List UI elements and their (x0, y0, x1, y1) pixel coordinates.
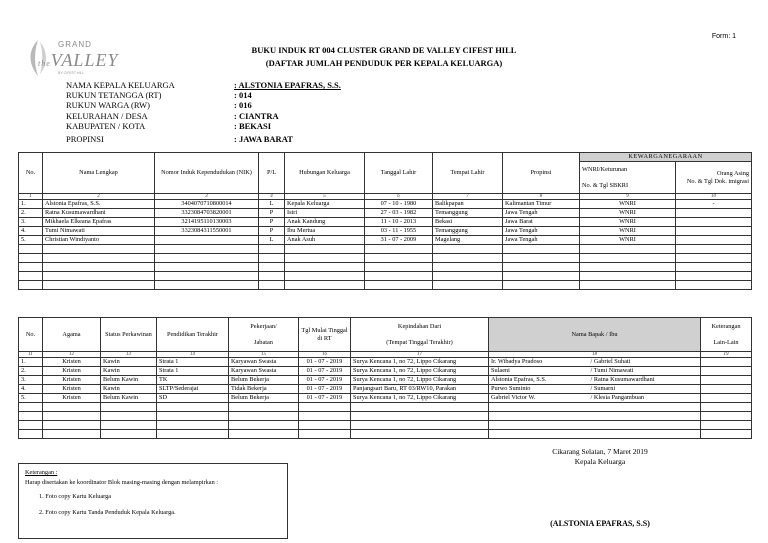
document-subtitle: (DAFTAR JUMLAH PENDUDUK PER KEPALA KELUARGA) (265, 58, 503, 68)
info-row: RUKUN TETANGGA (RT) : 014 (66, 90, 252, 101)
info-row: PROPINSI : JAWA BARAT (66, 134, 293, 145)
col-header: Tanggal Lahir (365, 153, 433, 194)
table-row: 3. Kristen Belum Kawin TK Belum Bekerja 01 - 07 - 2019 Surya Kencana 1, no 72, Lippo Cikarang Alstonia Epafras, S.S. / Ratna Kusumawardhani (19, 376, 752, 385)
col-header: WNRI/Keturunan No. & Tgl SBKRI (580, 162, 676, 194)
form-number: Form: 1 (711, 33, 736, 40)
table-row: 1. Alstonia Epafras, S.S. 3404070710800014 L Kepala Keluarga 07 - 10 - 1980 Balikpapan Kalimantan Timur WNRI - (19, 200, 752, 209)
info-row: KABUPATEN / KOTA : BEKASI (66, 120, 272, 131)
signature-place-date: Cikarang Selatan, 7 Maret 2019 (552, 447, 648, 456)
info-row: NAMA KEPALA KELUARGA : ALSTONIA EPAFRAS, S.S. (66, 80, 341, 90)
col-header: Status Perkawinan (101, 318, 157, 352)
col-header: Nama Lengkap (43, 153, 155, 194)
table-row: 4. Tumi Nimawati 3323084311550001 P Ibu Mertua 03 - 11 - 1955 Temanggung Jawa Tengah WNRI (19, 227, 752, 236)
logo-grand-text: GRAND (58, 40, 92, 49)
table-header-row (19, 153, 752, 162)
table-row: 1. Kristen Kawin Strata 1 Karyawan Swasta 01 - 07 - 2019 Surya Kencana 1, no 72, Lippo Cikarang Ir. Wibadya Pradoso / Gabriel Suhati (19, 358, 752, 367)
col-header: No. (19, 318, 43, 352)
table-row-empty (19, 412, 752, 421)
col-header: Kepindahan Dari (Tempat Tinggal Terakhir) (351, 318, 489, 352)
table-row: 2. Kristen Kawin Strata 1 Karyawan Swasta 01 - 07 - 2019 Surya Kencana 1, no 72, Lippo Cikarang Sulaeni / Tumi Nimawati (19, 367, 752, 376)
notes-intro: Harap disertakan ke koordinator Blok masing-masing dengan melampirkan : (25, 479, 219, 486)
column-number-row: 11 12 13 14 15 16 17 18 19 (19, 352, 752, 358)
col-header: Pekerjaan/ Jabatan (229, 318, 299, 352)
table-row-empty (19, 403, 752, 412)
signature-role: Kepala Keluarga (574, 457, 626, 466)
table-row-empty (19, 245, 752, 254)
logo-valley-text: theVALLEY (38, 50, 119, 70)
household-info (66, 80, 341, 144)
logo-sub-text: BY CIFEST HILL (58, 71, 85, 75)
table-row: 3. Mikhaela Elkeana Epafras 3214195110130003 P Anak Kandung 11 - 10 - 2013 Bekasi Jawa Barat WNRI (19, 218, 752, 227)
col-header: Orang Asing No. & Tgl Dok. imigrasi (676, 162, 752, 194)
head-name-value: : ALSTONIA EPAFRAS, S.S. (234, 80, 341, 90)
notes-item: 1. Foto copy Kartu Keluarga (39, 493, 112, 500)
table-row: 5. Christian Windiyanto L Anak Asuh 31 - 07 - 2009 Magelang Jawa Tengah WNRI (19, 236, 752, 245)
table-row-empty (19, 272, 752, 281)
col-header: Agama (43, 318, 101, 352)
table-row-empty (19, 421, 752, 430)
table-row: 4. Kristen Kawin SLTP/Sederajat Tidak Bekerja 01 - 07 - 2019 Panjangsari Baru, RT 03/RW10, Parakan Purwo Suminto / Sumarni (19, 385, 752, 394)
col-header: Tgl Mulai Tinggal di RT (299, 318, 351, 352)
col-header-parents: Nama Bapak / Ibu (489, 318, 701, 352)
table-header-row (19, 318, 752, 352)
col-header: P/L (259, 153, 285, 194)
col-header: Pendidikan Terakhir (157, 318, 229, 352)
col-header: Propinsi (503, 153, 580, 194)
notes-item: 2. Foto copy Kartu Tanda Penduduk Kepala Keluarga. (39, 509, 176, 516)
col-header: Keterangan Lain-Lain (701, 318, 752, 352)
family-members-table (18, 152, 752, 290)
info-row: RUKUN WARGA (RW) : 016 (66, 100, 252, 111)
info-row: KELURAHAN / DESA : CIANTRA (66, 110, 279, 121)
col-header: Tempat Lahir (433, 153, 503, 194)
table-row: 5. Kristen Belum Kawin SD Belum Bekerja 01 - 07 - 2019 Surya Kencana 1, no 72, Lippo Cikarang Gabriel Victor W. / Klesia Pangambuan (19, 394, 752, 403)
col-header: Hubungan Keluarga (285, 153, 365, 194)
notes-heading: Keterangan : (25, 469, 58, 476)
col-header-citizenship: KEWARGANEGARAAN (580, 153, 752, 162)
table-row: 2. Ratna Kusumawardhani 3323084703820001 P Istri 27 - 03 - 1982 Temanggung Jawa Tengah WNRI (19, 209, 752, 218)
col-header: No. (19, 153, 43, 194)
document-title: BUKU INDUK RT 004 CLUSTER GRAND DE VALLEY CIFEST HILL (251, 45, 517, 55)
column-number-row: 1 2 3 4 5 6 7 8 9 10 (19, 194, 752, 200)
col-header: Nomor Induk Kependudukan (NIK) (155, 153, 259, 194)
notes-box (18, 463, 288, 539)
table-row-empty (19, 254, 752, 263)
table-row-empty (19, 281, 752, 290)
member-details-table (18, 317, 752, 439)
table-row-empty (19, 430, 752, 439)
table-row-empty (19, 263, 752, 272)
signature-name: (ALSTONIA EPAFRAS, S.S) (550, 519, 650, 528)
